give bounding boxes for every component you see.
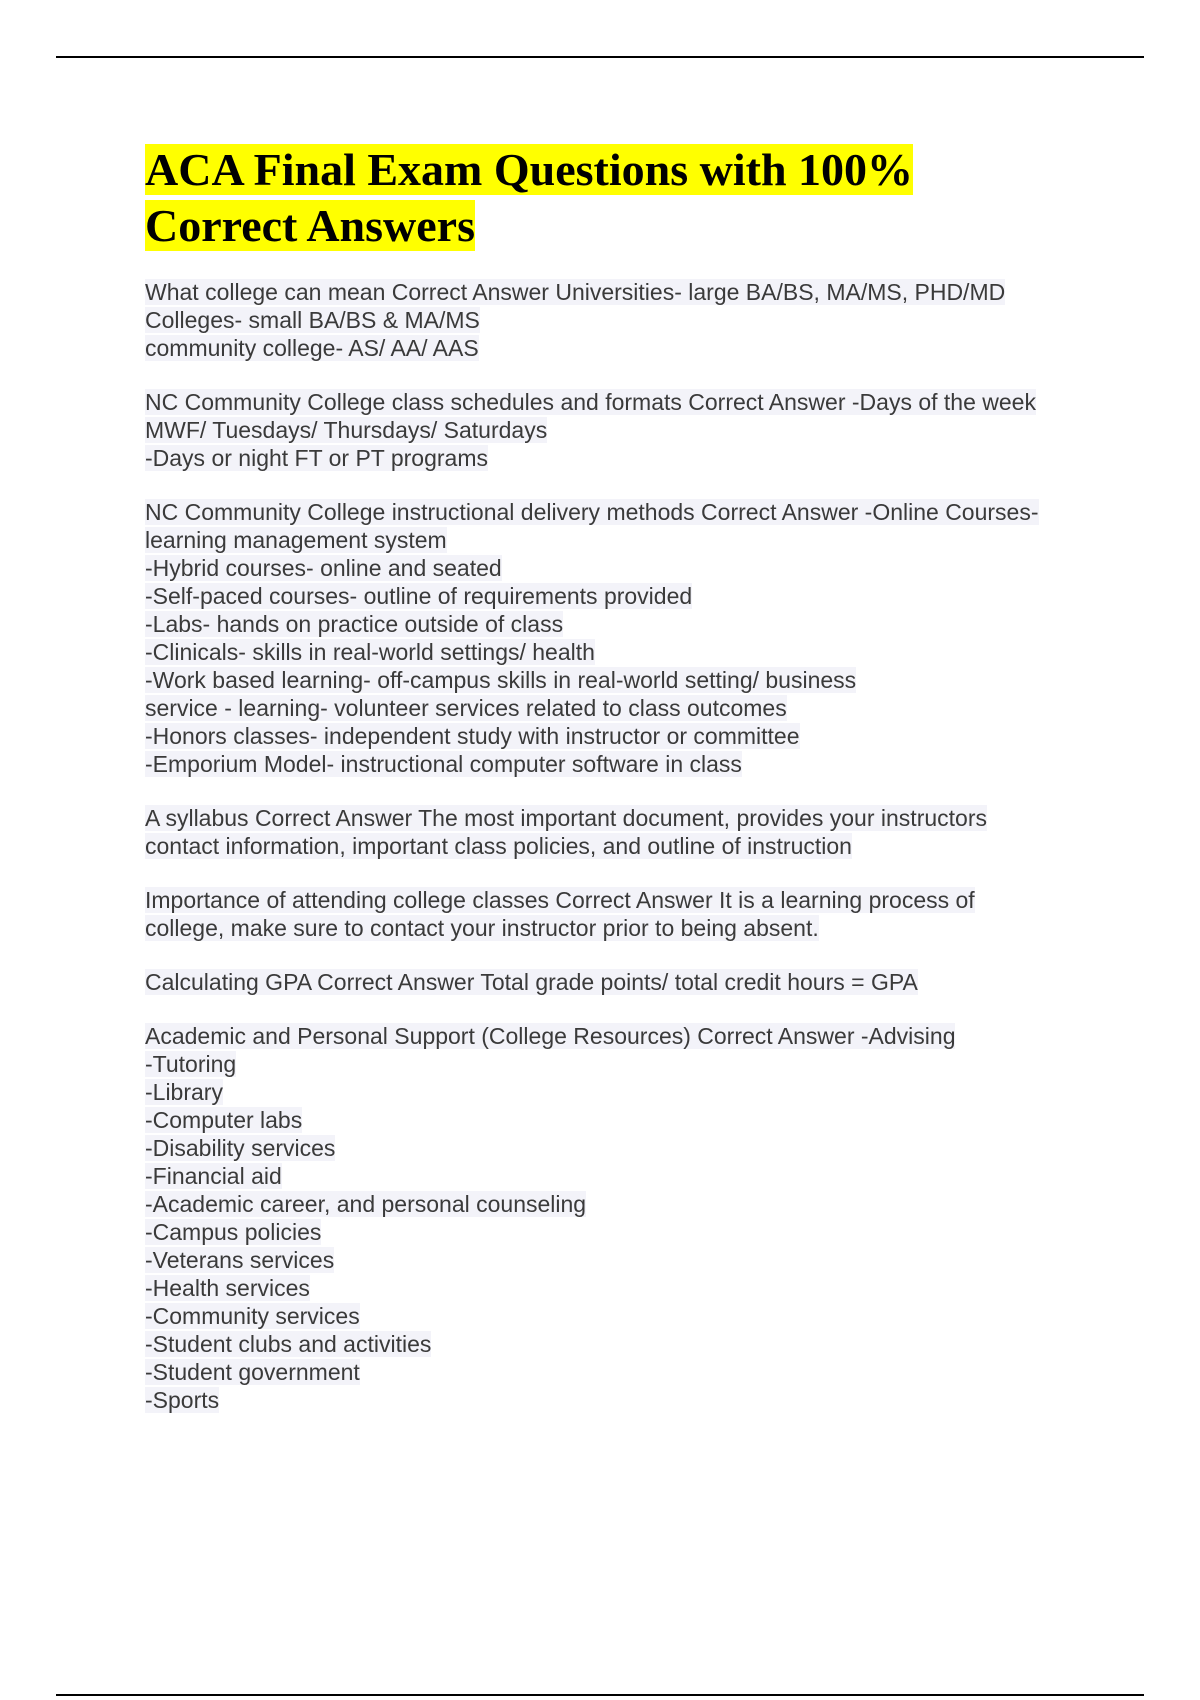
qa-answer-line [145, 416, 1105, 444]
qa-question-line [145, 1022, 1105, 1050]
qa-line-text: -Community services [145, 1303, 360, 1329]
qa-answer-line [145, 554, 1105, 582]
qa-answer-line [145, 526, 1105, 554]
title-line-2: Correct Answers [145, 200, 475, 251]
qa-answer-line [145, 1134, 1105, 1162]
qa-line-text: -Campus policies [145, 1219, 322, 1245]
qa-line-text: -Sports [145, 1387, 220, 1413]
qa-list [145, 278, 1105, 1414]
document-body [145, 142, 1105, 1440]
qa-line-text: A syllabus Correct Answer The most important document, provides your instructors [145, 805, 987, 831]
qa-line-text: -Self-paced courses- outline of requirements provided [145, 583, 693, 609]
qa-answer-line [145, 1330, 1105, 1358]
qa-line-text: -Labs- hands on practice outside of class [145, 611, 564, 637]
qa-answer-line [145, 914, 1105, 942]
qa-block [145, 1022, 1105, 1414]
qa-line-text: -Emporium Model- instructional computer software in class [145, 751, 742, 777]
qa-line-text: service - learning- volunteer services related to class outcomes [145, 695, 787, 721]
qa-answer-line [145, 1218, 1105, 1246]
qa-answer-line [145, 1162, 1105, 1190]
qa-line-text: -Veterans services [145, 1247, 335, 1273]
qa-answer-line [145, 1386, 1105, 1414]
qa-question-line [145, 498, 1105, 526]
qa-answer-line [145, 666, 1105, 694]
qa-line-text: community college- AS/ AA/ AAS [145, 335, 479, 361]
qa-answer-line [145, 610, 1105, 638]
qa-line-text: -Honors classes- independent study with instructor or committee [145, 723, 800, 749]
qa-block [145, 278, 1105, 362]
qa-line-text: Colleges- small BA/BS & MA/MS [145, 307, 480, 333]
qa-question-line [145, 886, 1105, 914]
qa-line-text: -Student government [145, 1359, 360, 1385]
qa-line-text: NC Community College class schedules and formats Correct Answer -Days of the week [145, 389, 1036, 415]
qa-line-text: What college can mean Correct Answer Universities- large BA/BS, MA/MS, PHD/MD [145, 279, 1006, 305]
qa-answer-line [145, 1106, 1105, 1134]
qa-question-line [145, 388, 1105, 416]
document-title [145, 142, 1105, 254]
qa-block [145, 886, 1105, 942]
qa-answer-line [145, 1246, 1105, 1274]
qa-line-text: -Academic career, and personal counseling [145, 1191, 587, 1217]
qa-answer-line [145, 582, 1105, 610]
qa-answer-line [145, 638, 1105, 666]
qa-line-text: Importance of attending college classes Correct Answer It is a learning process of [145, 887, 975, 913]
qa-block [145, 804, 1105, 860]
qa-line-text: -Computer labs [145, 1107, 303, 1133]
qa-answer-line [145, 832, 1105, 860]
qa-line-text: -Work based learning- off-campus skills in real-world setting/ business [145, 667, 857, 693]
qa-answer-line [145, 694, 1105, 722]
qa-line-text: Calculating GPA Correct Answer Total grade points/ total credit hours = GPA [145, 969, 918, 995]
qa-line-text: MWF/ Tuesdays/ Thursdays/ Saturdays [145, 417, 548, 443]
top-rule [56, 56, 1144, 58]
qa-question-line [145, 804, 1105, 832]
qa-line-text: -Tutoring [145, 1051, 237, 1077]
qa-line-text: contact information, important class policies, and outline of instruction [145, 833, 852, 859]
qa-answer-line [145, 1050, 1105, 1078]
qa-line-text: college, make sure to contact your instructor prior to being absent. [145, 915, 819, 941]
qa-line-text: -Days or night FT or PT programs [145, 445, 488, 471]
title-line-1: ACA Final Exam Questions with 100% [145, 144, 914, 195]
qa-line-text: -Disability services [145, 1135, 336, 1161]
qa-answer-line [145, 444, 1105, 472]
qa-line-text: -Library [145, 1079, 223, 1105]
qa-block [145, 498, 1105, 778]
qa-answer-line [145, 1190, 1105, 1218]
qa-answer-line [145, 1078, 1105, 1106]
qa-answer-line [145, 306, 1105, 334]
qa-line-text: -Clinicals- skills in real-world settings/ health [145, 639, 595, 665]
qa-line-text: NC Community College instructional delivery methods Correct Answer -Online Courses- [145, 499, 1039, 525]
qa-line-text: -Financial aid [145, 1163, 282, 1189]
qa-answer-line [145, 1358, 1105, 1386]
qa-line-text: -Health services [145, 1275, 310, 1301]
qa-answer-line [145, 1274, 1105, 1302]
qa-block [145, 968, 1105, 996]
qa-answer-line [145, 722, 1105, 750]
qa-line-text: -Hybrid courses- online and seated [145, 555, 502, 581]
qa-line-text: learning management system [145, 527, 447, 553]
qa-line-text: Academic and Personal Support (College Resources) Correct Answer -Advising [145, 1023, 956, 1049]
qa-answer-line [145, 1302, 1105, 1330]
qa-answer-line [145, 750, 1105, 778]
qa-question-line [145, 968, 1105, 996]
qa-block [145, 388, 1105, 472]
qa-answer-line [145, 334, 1105, 362]
qa-question-line [145, 278, 1105, 306]
qa-line-text: -Student clubs and activities [145, 1331, 432, 1357]
bottom-rule [56, 1694, 1144, 1696]
